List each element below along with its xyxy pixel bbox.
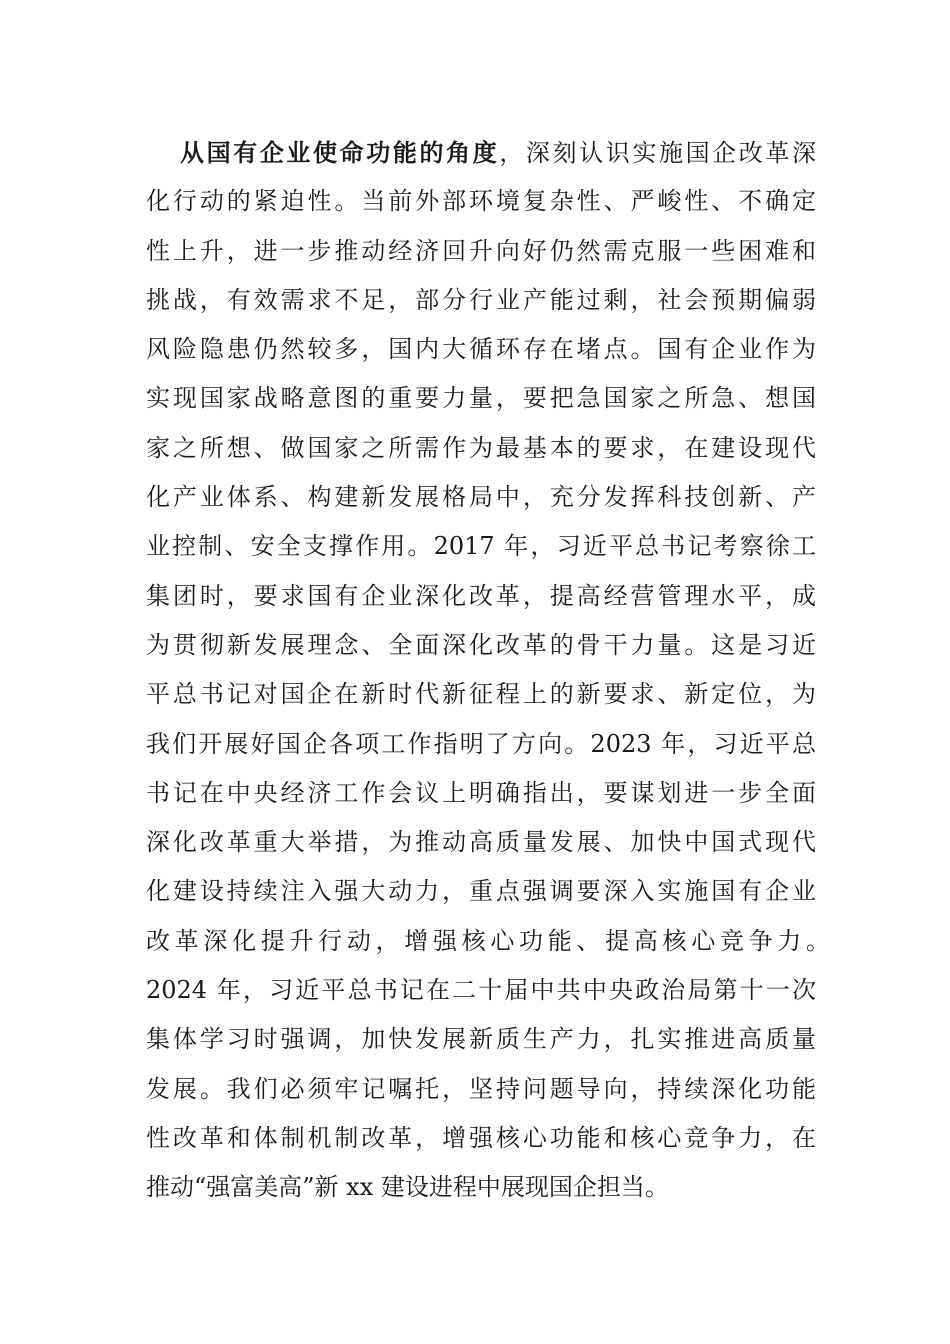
paragraph-line: 集体学习时强调，加快发展新质生产力，扎实推进高质量 bbox=[146, 1025, 816, 1054]
paragraph-line: 我们开展好国企各项工作指明了方向。2023 年，习近平总 bbox=[146, 729, 816, 758]
paragraph-line: 为贯彻新发展理念、全面深化改革的骨干力量。这是习近 bbox=[146, 630, 816, 659]
paragraph-line: 化行动的紧迫性。当前外部环境复杂性、严峻性、不确定 bbox=[146, 187, 816, 216]
paragraph-line: 改革深化提升行动，增强核心功能、提高核心竞争力。 bbox=[146, 926, 830, 955]
paragraph-line: 化产业体系、构建新发展格局中，充分发挥科技创新、产 bbox=[146, 483, 816, 512]
paragraph-line-1-text: ，深刻认识实施国企改革深 bbox=[499, 139, 817, 167]
body-paragraph bbox=[146, 128, 830, 1213]
paragraph-line: 平总书记对国企在新时代新征程上的新要求、新定位，为 bbox=[146, 680, 816, 709]
paragraph-line-last: 推动“强富美高”新 xx 建设进程中展现国企担当。 bbox=[146, 1173, 669, 1202]
paragraph-line: 实现国家战略意图的重要力量，要把急国家之所急、想国 bbox=[146, 384, 816, 413]
paragraph-line: 书记在中央经济工作会议上明确指出，要谋划进一步全面 bbox=[146, 778, 816, 807]
paragraph-line: 家之所想、做国家之所需作为最基本的要求，在建设现代 bbox=[146, 433, 816, 462]
paragraph-line-1 bbox=[146, 128, 816, 177]
paragraph-line: 风险隐患仍然较多，国内大循环存在堵点。国有企业作为 bbox=[146, 335, 816, 364]
paragraph-line: 性上升，进一步推动经济回升向好仍然需克服一些困难和 bbox=[146, 236, 816, 265]
paragraph-line: 性改革和体制机制改革，增强核心功能和核心竞争力，在 bbox=[146, 1123, 816, 1152]
paragraph-line: 深化改革重大举措，为推动高质量发展、加快中国式现代 bbox=[146, 828, 816, 857]
paragraph-line: 挑战，有效需求不足，部分行业产能过剩，社会预期偏弱 bbox=[146, 285, 816, 314]
paragraph-line: 集团时，要求国有企业深化改革，提高经营管理水平，成 bbox=[146, 581, 816, 610]
paragraph-line: 业控制、安全支撑作用。2017 年，习近平总书记考察徐工 bbox=[146, 532, 816, 561]
paragraph-line: 发展。我们必须牢记嘱托，坚持问题导向，持续深化功能 bbox=[146, 1074, 816, 1103]
paragraph-line: 2024 年，习近平总书记在二十届中共中央政治局第十一次 bbox=[146, 976, 816, 1005]
paragraph-line: 化建设持续注入强大动力，重点强调要深入实施国有企业 bbox=[146, 877, 816, 906]
paragraph-lead-heading: 从国有企业使命功能的角度 bbox=[180, 138, 500, 167]
